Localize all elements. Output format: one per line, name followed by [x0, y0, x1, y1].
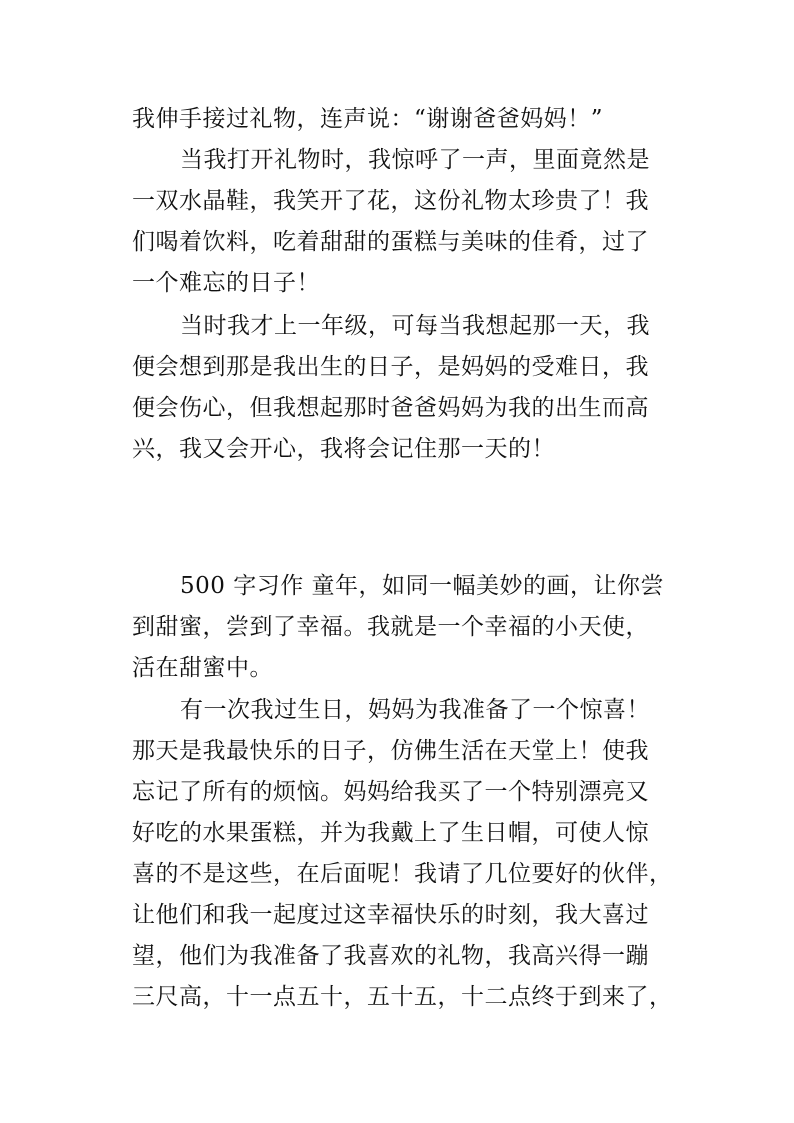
text-line: 活在甜蜜中。	[132, 655, 273, 681]
text-line: 便会伤心，但我想起那时爸爸妈妈为我的出生而高	[132, 395, 649, 421]
text-line: 三尺高，十一点五十，五十五，十二点终于到来了，	[132, 984, 673, 1010]
text-line: 便会想到那是我出生的日子，是妈妈的受难日，我	[132, 354, 649, 380]
text-line: 有一次我过生日，妈妈为我准备了一个惊喜！	[180, 697, 650, 723]
text-line: 一个难忘的日子！	[132, 270, 320, 296]
text-line: 到甜蜜，尝到了幸福。我就是一个幸福的小天使，	[132, 614, 649, 640]
text-line: 喜的不是这些，在后面呢！我请了几位要好的伙伴，	[132, 861, 673, 887]
text-line: 让他们和我一起度过这幸福快乐的时刻，我大喜过	[132, 902, 649, 928]
text-line: 那天是我最快乐的日子，仿佛生活在天堂上！使我	[132, 738, 649, 764]
text-line: 一双水晶鞋，我笑开了花，这份礼物太珍贵了！我	[132, 188, 649, 214]
text-line: 兴，我又会开心，我将会记住那一天的！	[132, 436, 555, 462]
text-line: 我伸手接过礼物，连声说：“谢谢爸爸妈妈！”	[132, 106, 604, 132]
text-line: 望，他们为我准备了我喜欢的礼物，我高兴得一蹦	[132, 943, 649, 969]
text-line: 们喝着饮料，吃着甜甜的蛋糕与美味的佳肴，过了	[132, 229, 649, 255]
text-line: 当时我才上一年级，可每当我想起那一天，我	[180, 313, 650, 339]
text-line: 当我打开礼物时，我惊呼了一声，里面竟然是	[180, 147, 650, 173]
text-line: 500 字习作 童年，如同一幅美妙的画，让你尝	[180, 573, 665, 599]
text-line: 好吃的水果蛋糕，并为我戴上了生日帽，可使人惊	[132, 820, 649, 846]
text-line: 忘记了所有的烦恼。妈妈给我买了一个特别漂亮又	[132, 779, 649, 805]
